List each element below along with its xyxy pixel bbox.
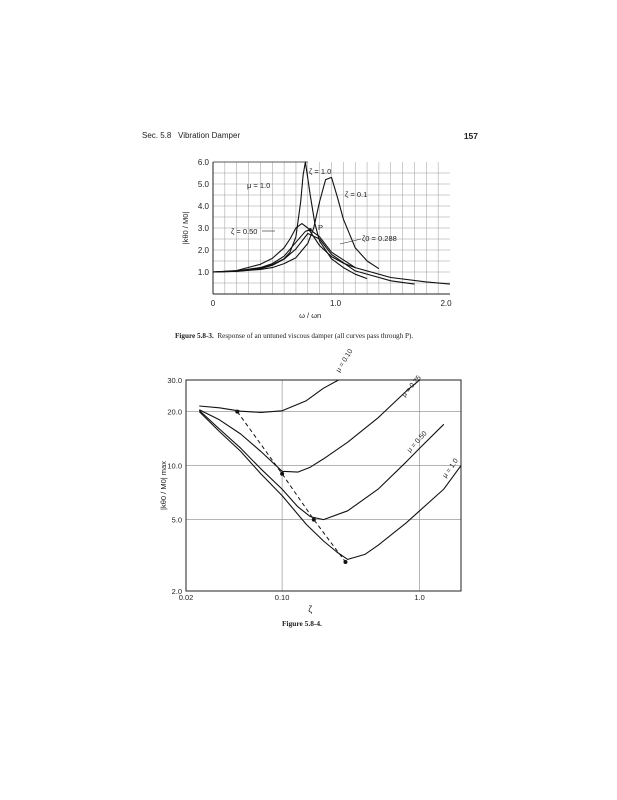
x-tick-label: 0.02	[178, 593, 194, 602]
y-tick-label: 2.0	[171, 587, 182, 596]
annotation-zeta-1: ζ = 1.0	[309, 167, 332, 176]
x-tick-label: 0	[210, 299, 216, 308]
y-tick-label: 2.0	[197, 246, 209, 255]
annotation-zeta-0-1: ζ = 0.1	[345, 190, 368, 199]
y-tick-label: 6.0	[197, 158, 209, 167]
series-label-1: μ = 0.25	[400, 374, 423, 399]
x-tick-label: 2.0	[440, 299, 452, 308]
annotation-mu: μ = 1.0	[247, 181, 271, 190]
figure-2-caption: Figure 5.8-4.	[282, 619, 322, 628]
y-tick-label: 4.0	[197, 202, 209, 211]
section-number: Sec. 5.8	[142, 131, 172, 140]
y-tick-label: 5.0	[171, 515, 182, 525]
figure-1-caption-label: Figure 5.8-3.	[175, 332, 214, 340]
y-tick-label: 5.0	[197, 180, 209, 189]
figure-1-caption-text: Response of an untuned viscous damper (all curves pass through P).	[217, 332, 414, 340]
page-number: 157	[463, 131, 478, 141]
y-tick-label: 1.0	[197, 268, 209, 277]
y-tick-label: 20.0	[167, 407, 182, 417]
series-label-2: μ = 0.50	[406, 430, 429, 455]
point-p-marker	[309, 228, 312, 231]
annotation-zeta-optimal: ζ0 = 0.288	[362, 234, 397, 243]
x-axis-label: ω / ωn	[299, 311, 322, 320]
x-tick-label: 1.0	[414, 593, 425, 602]
y-tick-label: 10.0	[167, 461, 182, 471]
y-axis-label: |kθ0 / M0|	[181, 211, 190, 245]
annotation-point-p: P	[318, 223, 324, 232]
x-axis-label: ζ	[308, 604, 313, 614]
section-topic: Vibration Damper	[178, 131, 241, 140]
x-tick-label: 0.10	[274, 593, 290, 602]
series-label-0: μ = 0.10	[334, 348, 355, 374]
figure-1-caption	[175, 332, 465, 341]
y-tick-label: 30.0	[167, 376, 182, 385]
y-tick-label: 3.0	[197, 224, 209, 233]
y-axis-label: |kθ0 / M0| max	[159, 461, 168, 510]
series-label-3: μ = 1.0	[441, 457, 460, 480]
x-tick-label: 1.0	[329, 299, 342, 308]
annotation-zeta-0-5: ζ = 0.50	[231, 227, 258, 236]
